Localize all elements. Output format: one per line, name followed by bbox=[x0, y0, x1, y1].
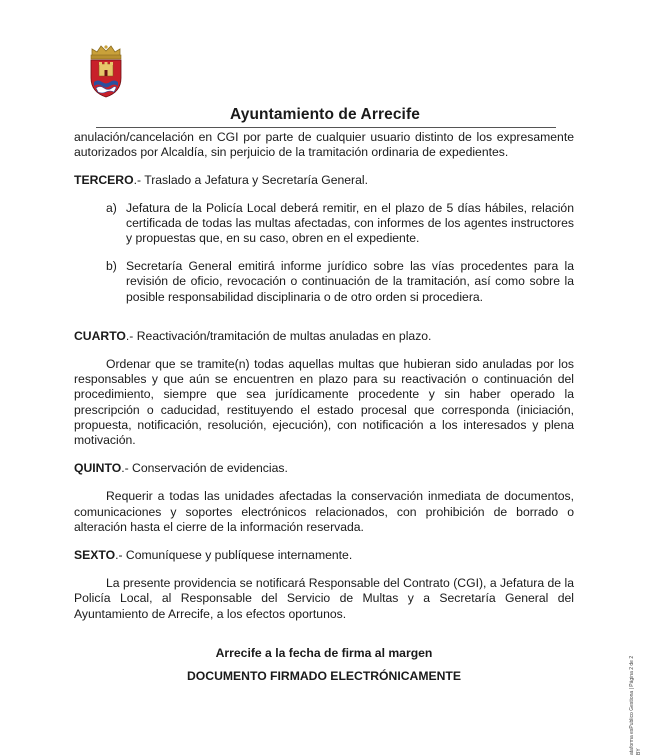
header-divider bbox=[96, 127, 556, 128]
section-title: .- Comuníquese y publíquese internamente. bbox=[115, 548, 353, 563]
section-label: TERCERO bbox=[74, 173, 134, 188]
section-label: QUINTO bbox=[74, 461, 122, 476]
quinto-paragraph: Requerir a todas las unidades afectadas la conservación inmediata de documentos, comunicaciones y soportes electrónicos relacionados, con prohibición de borrado o alteración hasta el cierre de la información reservada. bbox=[74, 489, 574, 534]
document-body bbox=[74, 130, 574, 684]
side-margin-line: BY bbox=[636, 748, 642, 755]
section-title: .- Conservación de evidencias. bbox=[121, 461, 288, 476]
continuation-paragraph: anulación/cancelación en CGI por parte de cualquier usuario distinto de los expresamente autorizados por Alcaldía, sin perjuicio de la tramitación ordinaria de expedientes. bbox=[74, 130, 574, 160]
section-title: .- Traslado a Jefatura y Secretaría General. bbox=[133, 173, 368, 188]
section-label: SEXTO bbox=[74, 548, 116, 563]
section-heading-tercero bbox=[74, 173, 574, 188]
coat-of-arms-logo bbox=[86, 42, 126, 98]
section-label: CUARTO bbox=[74, 328, 126, 343]
section-title: .- Reactivación/tramitación de multas anuladas en plazo. bbox=[125, 328, 432, 343]
list-marker: b) bbox=[106, 259, 117, 274]
list-item-a bbox=[74, 201, 574, 247]
list-marker: a) bbox=[106, 200, 117, 215]
side-margin-line: ataforma esPublico Gestiona | Página 2 de 2 bbox=[629, 655, 635, 755]
list-item-b bbox=[74, 259, 574, 305]
section-heading-sexto bbox=[74, 548, 574, 563]
signature-place: Arrecife a la fecha de firma al margen bbox=[215, 645, 433, 660]
side-margin-note bbox=[629, 585, 643, 755]
section-heading-cuarto bbox=[74, 329, 574, 344]
cuarto-paragraph: Ordenar que se tramite(n) todas aquellas multas que hubieran sido anuladas por los responsables y que aún se encuentren en plazo para su reactivación o continuación del procedimiento, siempre que sea jurídicamente procedente y sin haber operado la prescripción o caducidad, restituyendo el estado procesal que corresponda (iniciación, propuesta, notificación, resolución, ejecución), con notificación a los interesados y plena motivación. bbox=[74, 357, 574, 448]
closing-paragraph: La presente providencia se notificará Responsable del Contrato (CGI), a Jefatura de la Policía Local, al Responsable del Servicio de Multas y a Secretaría General del Ayuntamiento de Arrecife, a los efectos oportunos. bbox=[74, 576, 574, 621]
page-header-title: Ayuntamiento de Arrecife bbox=[230, 106, 420, 123]
section-heading-quinto bbox=[74, 461, 574, 476]
signature-note: DOCUMENTO FIRMADO ELECTRÓNICAMENTE bbox=[187, 669, 461, 684]
list-item-text: Secretaría General emitirá informe jurídico sobre las vías procedentes para la revisión de oficio, revocación o continuación de la tramitación, así como sobre la posible responsabilidad disciplinaria o de otro orden si procediera. bbox=[126, 259, 574, 304]
list-item-text: Jefatura de la Policía Local deberá remitir, en el plazo de 5 días hábiles, relación certificada de todas las multas afectadas, con informes de los agentes instructores y propuestas que, en su caso, obren en el expediente. bbox=[126, 200, 574, 246]
